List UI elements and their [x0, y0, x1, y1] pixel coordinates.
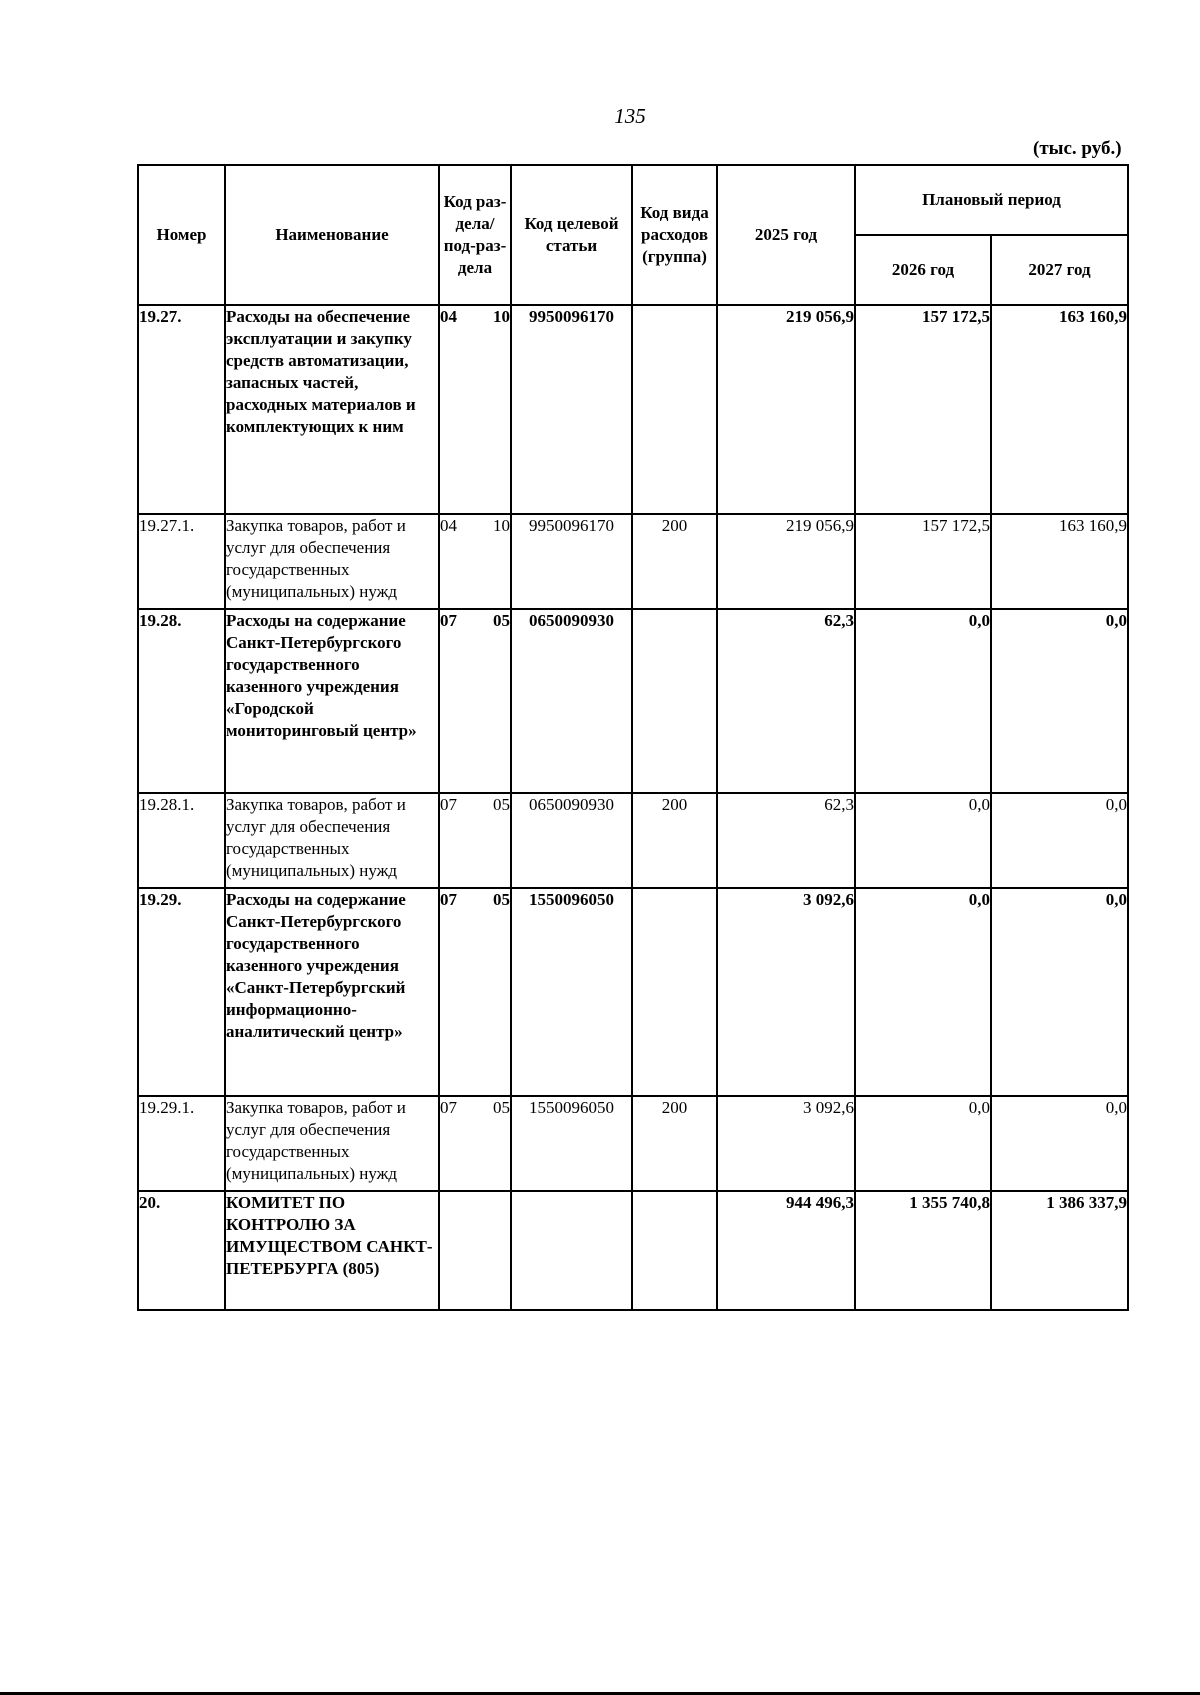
row-amount-2026: 0,0 [855, 793, 991, 888]
header-2027: 2027 год [991, 235, 1128, 305]
row-subsection: 05 [493, 890, 510, 909]
row-section-code [439, 609, 511, 793]
row-target-code [511, 1191, 632, 1310]
row-target-code: 9950096170 [511, 514, 632, 609]
budget-table [137, 164, 1129, 1311]
row-number: 19.27. [138, 305, 225, 514]
row-name: Закупка товаров, работ и услуг для обеспечения государственных (муниципальных) нужд [225, 514, 439, 609]
row-section: 04 [440, 307, 457, 326]
row-amount-2026: 1 355 740,8 [855, 1191, 991, 1310]
row-number: 20. [138, 1191, 225, 1310]
scan-edge [0, 0, 3, 1695]
row-amount-2027: 0,0 [991, 1096, 1128, 1191]
row-section-code [439, 888, 511, 1096]
row-amount-2025: 62,3 [717, 609, 855, 793]
table-row [138, 793, 1128, 888]
row-expense-type [632, 609, 717, 793]
row-section: 04 [440, 516, 457, 535]
row-amount-2025: 219 056,9 [717, 514, 855, 609]
row-name: Расходы на содержание Санкт-Петербургского государственного казенного учреждения «Городской мониторинговый центр» [225, 609, 439, 793]
row-amount-2026: 0,0 [855, 609, 991, 793]
header-2025: 2025 год [717, 165, 855, 305]
table-row [138, 888, 1128, 1096]
row-section: 07 [440, 611, 457, 630]
header-row [138, 165, 1128, 235]
row-name: Закупка товаров, работ и услуг для обеспечения государственных (муниципальных) нужд [225, 793, 439, 888]
row-amount-2027: 0,0 [991, 609, 1128, 793]
row-section-code [439, 1191, 511, 1310]
row-amount-2025: 944 496,3 [717, 1191, 855, 1310]
row-section: 07 [440, 1098, 457, 1117]
table-row [138, 305, 1128, 514]
row-amount-2026: 0,0 [855, 888, 991, 1096]
row-subsection: 10 [493, 307, 510, 326]
table-row [138, 609, 1128, 793]
table-row [138, 1191, 1128, 1310]
row-amount-2027: 0,0 [991, 888, 1128, 1096]
row-section: 07 [440, 890, 457, 909]
row-amount-2025: 219 056,9 [717, 305, 855, 514]
header-section-code: Код раз-дела/ под-раз-дела [439, 165, 511, 305]
row-target-code: 1550096050 [511, 888, 632, 1096]
row-target-code: 1550096050 [511, 1096, 632, 1191]
row-amount-2027: 163 160,9 [991, 305, 1128, 514]
row-amount-2025: 3 092,6 [717, 888, 855, 1096]
row-target-code: 9950096170 [511, 305, 632, 514]
row-amount-2027: 0,0 [991, 793, 1128, 888]
table-row [138, 1096, 1128, 1191]
row-expense-type: 200 [632, 1096, 717, 1191]
row-number: 19.29.1. [138, 1096, 225, 1191]
row-expense-type [632, 888, 717, 1096]
row-subsection: 05 [493, 795, 510, 814]
row-amount-2026: 157 172,5 [855, 305, 991, 514]
row-number: 19.28. [138, 609, 225, 793]
header-planned-period: Плановый период [855, 165, 1128, 235]
header-number: Номер [138, 165, 225, 305]
row-section-code [439, 514, 511, 609]
row-section-code [439, 793, 511, 888]
row-number: 19.27.1. [138, 514, 225, 609]
row-subsection: 10 [493, 516, 510, 535]
row-amount-2026: 0,0 [855, 1096, 991, 1191]
row-amount-2027: 163 160,9 [991, 514, 1128, 609]
header-2026: 2026 год [855, 235, 991, 305]
row-amount-2027: 1 386 337,9 [991, 1191, 1128, 1310]
row-section-code [439, 1096, 511, 1191]
page-number: 135 [614, 104, 646, 128]
units-label: (тыс. руб.) [1033, 138, 1122, 159]
row-target-code: 0650090930 [511, 609, 632, 793]
row-number: 19.29. [138, 888, 225, 1096]
row-subsection: 05 [493, 611, 510, 630]
row-amount-2025: 62,3 [717, 793, 855, 888]
row-amount-2026: 157 172,5 [855, 514, 991, 609]
row-target-code: 0650090930 [511, 793, 632, 888]
row-expense-type: 200 [632, 514, 717, 609]
row-name: КОМИТЕТ ПО КОНТРОЛЮ ЗА ИМУЩЕСТВОМ САНКТ-ПЕТЕРБУРГА (805) [225, 1191, 439, 1310]
row-amount-2025: 3 092,6 [717, 1096, 855, 1191]
row-name: Расходы на содержание Санкт-Петербургского государственного казенного учреждения «Санкт-Петербургский информационно-аналитический центр» [225, 888, 439, 1096]
header-target-code: Код целевой статьи [511, 165, 632, 305]
row-subsection: 05 [493, 1098, 510, 1117]
row-expense-type [632, 1191, 717, 1310]
row-name: Расходы на обеспечение эксплуатации и закупку средств автоматизации, запасных частей, расходных материалов и комплектующих к ним [225, 305, 439, 514]
row-expense-type [632, 305, 717, 514]
header-expense-type: Код вида расходов (группа) [632, 165, 717, 305]
row-name: Закупка товаров, работ и услуг для обеспечения государственных (муниципальных) нужд [225, 1096, 439, 1191]
row-section-code [439, 305, 511, 514]
row-expense-type: 200 [632, 793, 717, 888]
row-number: 19.28.1. [138, 793, 225, 888]
header-name: Наименование [225, 165, 439, 305]
row-section: 07 [440, 795, 457, 814]
table-row [138, 514, 1128, 609]
